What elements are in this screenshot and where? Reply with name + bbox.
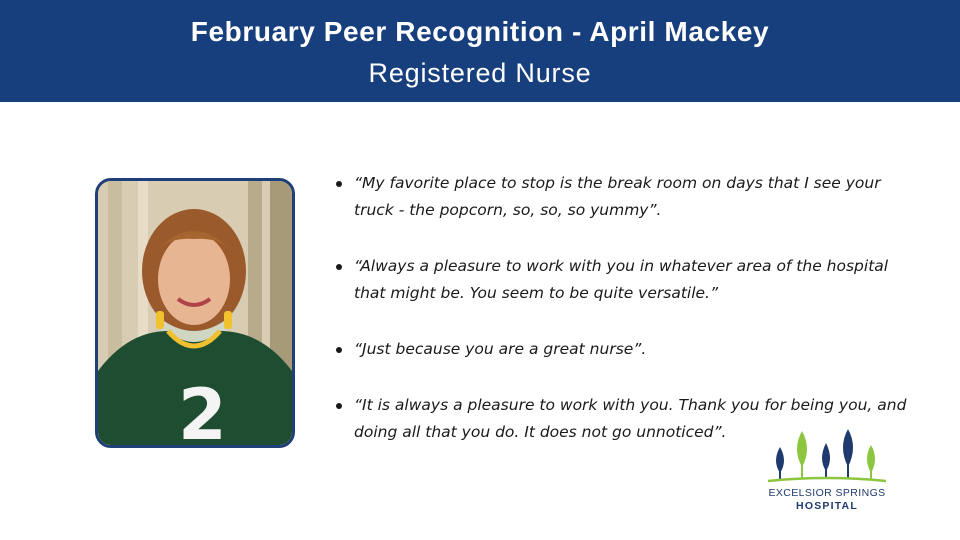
tree-logo-icon xyxy=(768,427,886,485)
bullet-icon xyxy=(336,403,342,409)
quote-item xyxy=(334,170,914,224)
quote-text: “Just because you are a great nurse”. xyxy=(354,340,647,358)
logo-text-top: EXCELSIOR SPRINGS xyxy=(768,487,886,499)
hospital-logo xyxy=(768,427,886,517)
quote-item xyxy=(334,253,914,307)
logo-text-bottom: HOSPITAL xyxy=(796,500,858,512)
portrait-illustration xyxy=(98,181,292,445)
page-title: February Peer Recognition - April Mackey xyxy=(190,16,770,47)
title-banner xyxy=(0,0,960,102)
bullet-icon xyxy=(336,181,342,187)
quote-text: “My favorite place to stop is the break room on days that I see your truck - the popcorn, so, so, so yummy”. xyxy=(354,174,881,219)
svg-text:2: 2 xyxy=(178,374,227,445)
quote-item xyxy=(334,336,914,363)
bullet-icon xyxy=(336,347,342,353)
quote-text: “It is always a pleasure to work with you. Thank you for being you, and doing all that you do. It does not go unnoticed”. xyxy=(354,396,907,441)
quote-text: “Always a pleasure to work with you in whatever area of the hospital that might be. You seem to be quite versatile.” xyxy=(354,257,889,302)
page-subtitle: Registered Nurse xyxy=(368,58,592,88)
bullet-icon xyxy=(336,264,342,270)
portrait-photo xyxy=(95,178,295,448)
